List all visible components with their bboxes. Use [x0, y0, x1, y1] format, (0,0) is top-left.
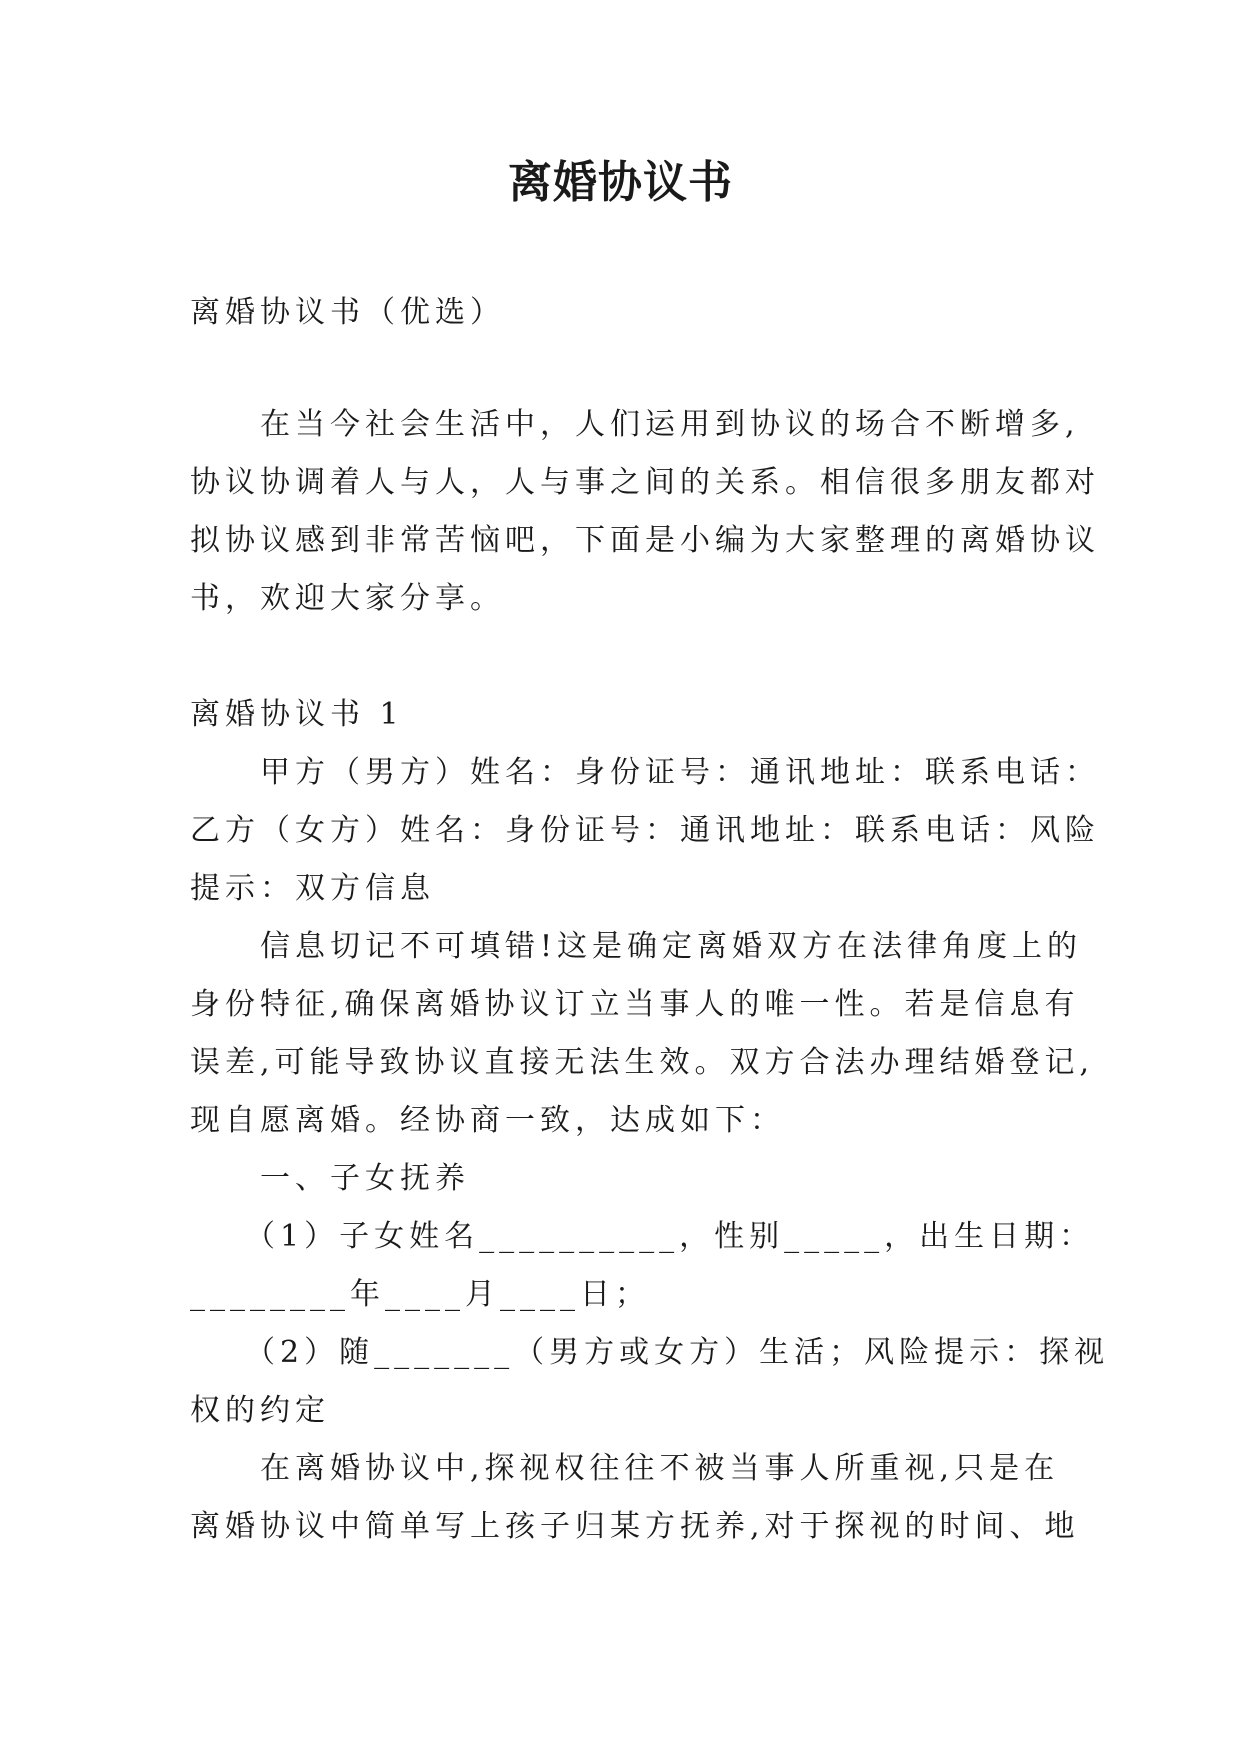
body-line: （2）随_______（男方或女方）生活；风险提示：探视 — [190, 1335, 1110, 1370]
body-line: ________年____月____日； — [190, 1277, 650, 1312]
intro-line: 书，欢迎大家分享。 — [190, 581, 505, 616]
body-line: 现自愿离婚。经协商一致，达成如下： — [190, 1103, 785, 1138]
body-line: 身份特征,确保离婚协议订立当事人的唯一性。若是信息有 — [190, 987, 1080, 1022]
intro-line: 在当今社会生活中，人们运用到协议的场合不断增多, — [190, 407, 1080, 442]
body-line: （1）子女姓名__________，性别_____，出生日期： — [190, 1219, 1095, 1254]
document-subtitle: 离婚协议书（优选） — [190, 295, 505, 330]
body-line: 误差,可能导致协议直接无法生效。双方合法办理结婚登记, — [190, 1045, 1095, 1080]
intro-line: 协议协调着人与人，人与事之间的关系。相信很多朋友都对 — [190, 465, 1100, 500]
section-heading: 离婚协议书 1 — [190, 697, 404, 732]
document-title: 离婚协议书 — [508, 157, 733, 208]
body-line: 离婚协议中简单写上孩子归某方抚养,对于探视的时间、地 — [190, 1509, 1080, 1544]
body-line: 提示：双方信息 — [190, 871, 435, 906]
body-line: 一、子女抚养 — [190, 1161, 470, 1196]
body-line: 乙方（女方）姓名：身份证号：通讯地址：联系电话：风险 — [190, 813, 1100, 848]
body-line: 信息切记不可填错!这是确定离婚双方在法律角度上的 — [190, 929, 1083, 964]
body-line: 在离婚协议中,探视权往往不被当事人所重视,只是在 — [190, 1451, 1060, 1486]
intro-line: 拟协议感到非常苦恼吧，下面是小编为大家整理的离婚协议 — [190, 523, 1100, 558]
body-line: 甲方（男方）姓名：身份证号：通讯地址：联系电话： — [190, 755, 1100, 790]
body-line: 权的约定 — [190, 1393, 330, 1428]
